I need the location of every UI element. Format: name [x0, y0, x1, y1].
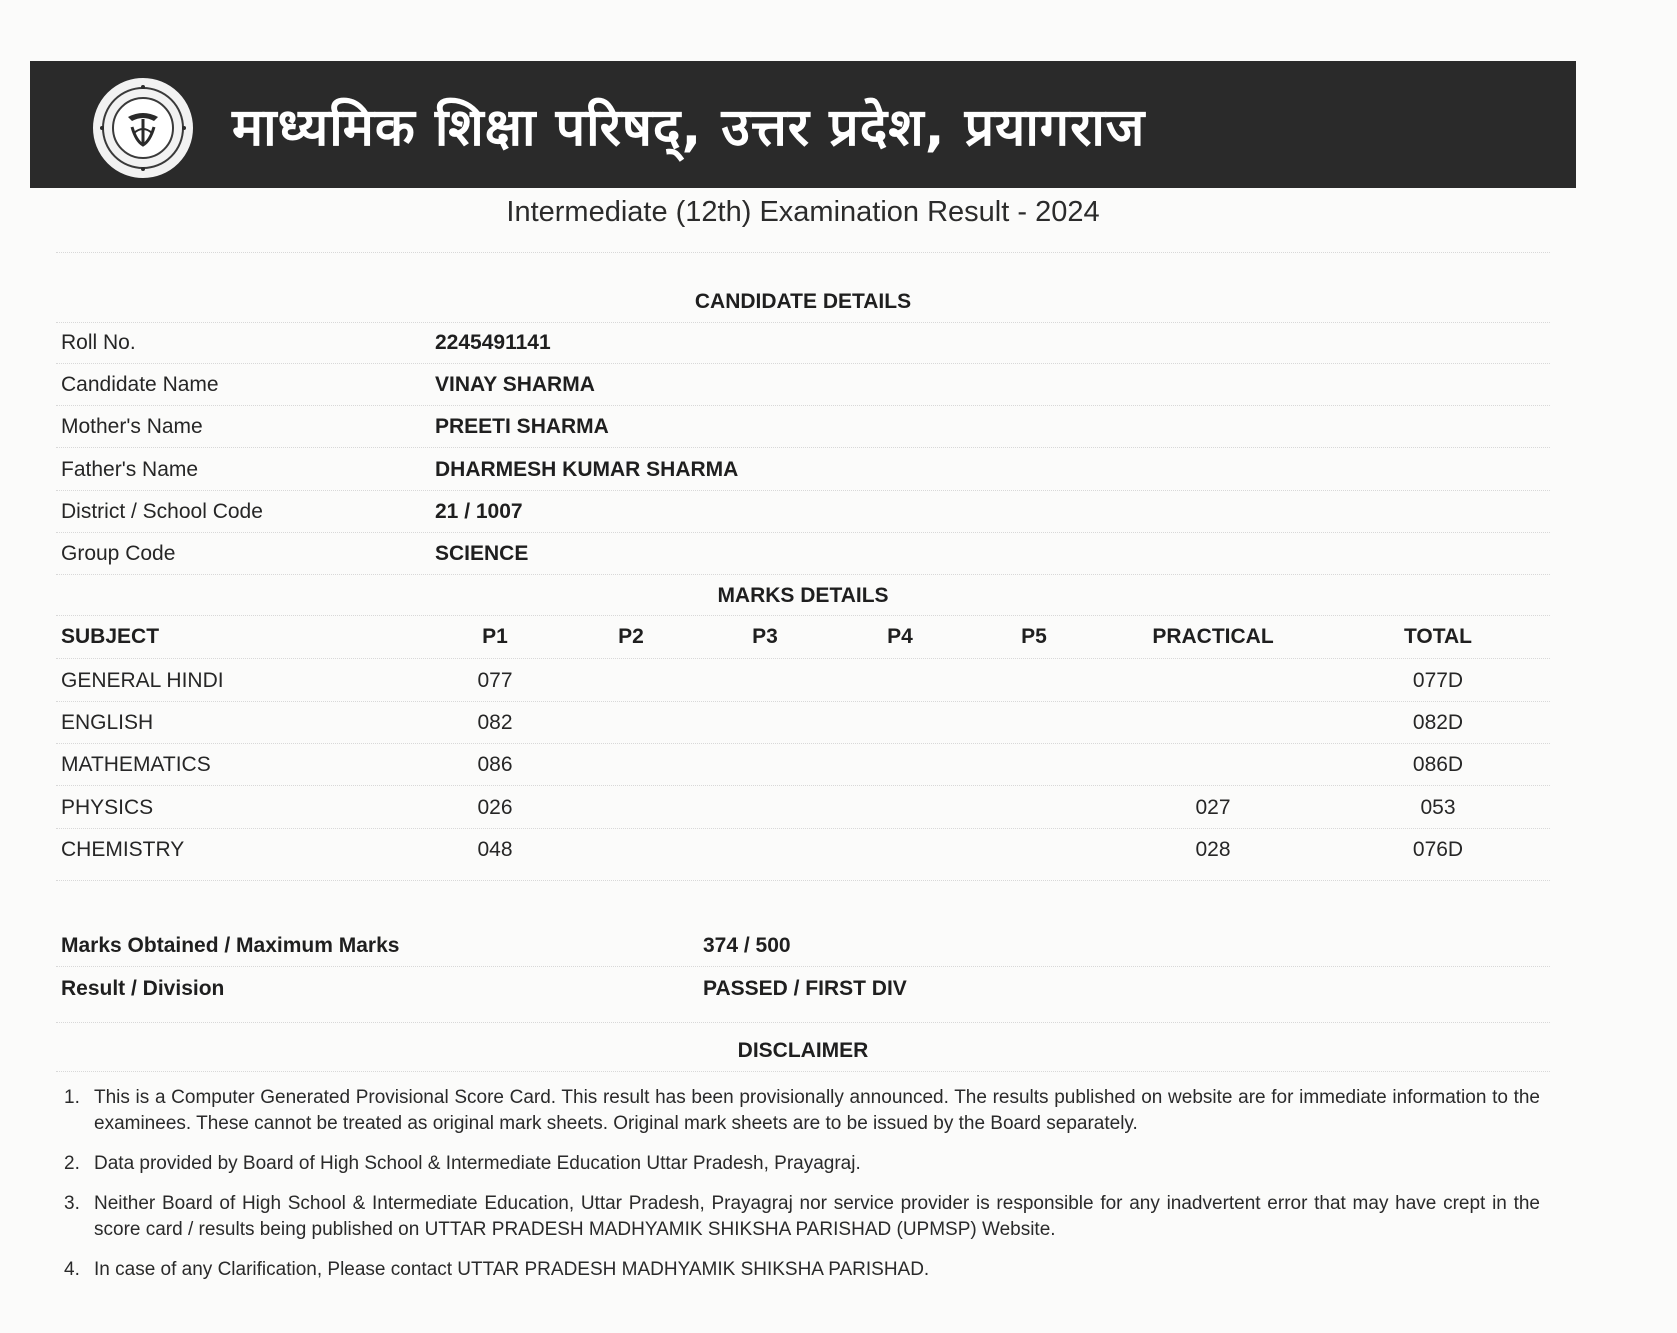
subject-cell: PHYSICS: [61, 796, 154, 819]
divider: [56, 615, 1550, 616]
disclaimer-item: [64, 1085, 1540, 1137]
p1-cell: 082: [477, 711, 513, 734]
column-header-p1: P1: [482, 625, 508, 648]
column-header-p2: P2: [618, 625, 644, 648]
district-school-code-value: 21 / 1007: [435, 500, 523, 523]
divider: [56, 322, 1550, 323]
divider: [56, 658, 1550, 659]
column-header-p4: P4: [887, 625, 913, 648]
page-title: Intermediate (12th) Examination Result - 2024: [506, 196, 1100, 228]
practical-cell: 028: [1195, 838, 1231, 861]
disclaimer-list: [64, 1085, 1540, 1297]
p1-cell: 026: [477, 796, 513, 819]
marks-details-heading: MARKS DETAILS: [717, 584, 889, 607]
disclaimer-number: 2.: [64, 1153, 80, 1174]
subject-cell: CHEMISTRY: [61, 838, 185, 861]
disclaimer-number: 3.: [64, 1193, 80, 1214]
subject-cell: MATHEMATICS: [61, 753, 211, 776]
divider: [56, 743, 1550, 744]
board-name-hindi: माध्यमिक शिक्षा परिषद्, उत्तर प्रदेश, प्रयागराज: [232, 98, 1146, 158]
disclaimer-heading: DISCLAIMER: [737, 1039, 869, 1062]
column-header-total: TOTAL: [1403, 625, 1473, 648]
disclaimer-text: This is a Computer Generated Provisional Score Card. This result has been provisionally announced. The results published on website are for immediate information to the examinees. These cannot be treated as original mark sheets. Original mark sheets are to be issued by the Board separately.: [94, 1087, 1540, 1134]
column-header-practical: PRACTICAL: [1152, 625, 1274, 648]
divider: [56, 447, 1550, 448]
column-header-subject: SUBJECT: [61, 625, 160, 648]
disclaimer-item: [64, 1191, 1540, 1243]
divider: [56, 363, 1550, 364]
roll-no-label: Roll No.: [61, 331, 136, 354]
divider: [56, 966, 1550, 967]
group-code-label: Group Code: [61, 542, 176, 565]
candidate-name-value: VINAY SHARMA: [435, 373, 595, 396]
disclaimer-item: [64, 1151, 1540, 1177]
total-cell: 076D: [1412, 838, 1464, 861]
divider: [56, 574, 1550, 575]
result-division-label: Result / Division: [61, 977, 225, 1000]
divider: [56, 785, 1550, 786]
divider: [56, 1071, 1550, 1072]
board-seal-logo: [88, 75, 198, 181]
marks-obtained-label: Marks Obtained / Maximum Marks: [61, 934, 400, 957]
total-cell: 082D: [1412, 711, 1464, 734]
p1-cell: 048: [477, 838, 513, 861]
disclaimer-number: 1.: [64, 1087, 80, 1108]
district-school-code-label: District / School Code: [61, 500, 263, 523]
total-cell: 086D: [1412, 753, 1464, 776]
father-name-label: Father's Name: [61, 458, 199, 481]
divider: [56, 490, 1550, 491]
p1-cell: 086: [477, 753, 513, 776]
column-header-p5: P5: [1021, 625, 1047, 648]
divider: [56, 1022, 1550, 1023]
divider: [56, 828, 1550, 829]
practical-cell: 027: [1195, 796, 1231, 819]
disclaimer-text: Data provided by Board of High School & Intermediate Education Uttar Pradesh, Prayagraj.: [94, 1153, 861, 1174]
group-code-value: SCIENCE: [435, 542, 529, 565]
subject-cell: GENERAL HINDI: [61, 669, 224, 692]
divider: [56, 701, 1550, 702]
divider: [56, 252, 1550, 253]
disclaimer-text: In case of any Clarification, Please contact UTTAR PRADESH MADHYAMIK SHIKSHA PARISHAD.: [94, 1259, 930, 1280]
mother-name-label: Mother's Name: [61, 415, 203, 438]
mother-name-value: PREETI SHARMA: [435, 415, 609, 438]
candidate-name-label: Candidate Name: [61, 373, 219, 396]
divider: [56, 405, 1550, 406]
column-header-p3: P3: [752, 625, 778, 648]
total-cell: 077D: [1412, 669, 1464, 692]
disclaimer-item: [64, 1257, 1540, 1283]
p1-cell: 077: [477, 669, 513, 692]
marks-obtained-value: 374 / 500: [703, 934, 791, 957]
roll-no-value: 2245491141: [435, 331, 551, 354]
result-division-value: PASSED / FIRST DIV: [703, 977, 907, 1000]
divider: [56, 532, 1550, 533]
father-name-value: DHARMESH KUMAR SHARMA: [435, 458, 739, 481]
subject-cell: ENGLISH: [61, 711, 154, 734]
divider: [56, 880, 1550, 881]
candidate-details-heading: CANDIDATE DETAILS: [694, 290, 912, 313]
disclaimer-number: 4.: [64, 1259, 80, 1280]
disclaimer-text: Neither Board of High School & Intermediate Education, Uttar Pradesh, Prayagraj nor service provider is responsible for any inadvertent error that may have crept in the score card / results being published on UTTAR PRADESH MADHYAMIK SHIKSHA PARISHAD (UPMSP) Website.: [94, 1193, 1540, 1240]
total-cell: 053: [1420, 796, 1456, 819]
